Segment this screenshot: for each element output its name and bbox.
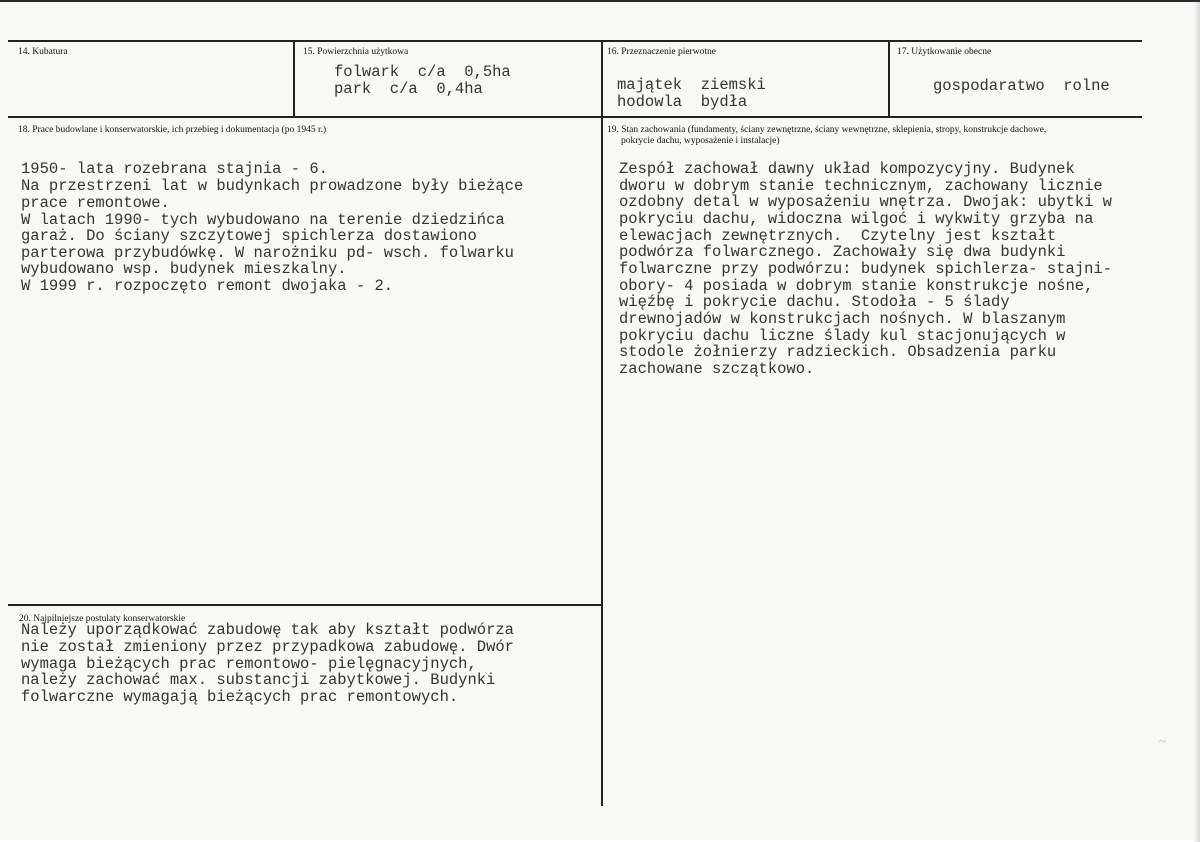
field-15-label: 15. Powierzchnia użytkowa	[303, 47, 409, 57]
field-14-label: 14. Kubatura	[18, 47, 68, 57]
row-divider-middle	[8, 116, 1142, 118]
field-16-label: 16. Przeznaczenie pierwotne	[607, 47, 716, 57]
field-20-line: nie został zmieniony przez przypadkowa zabudowę. Dwór	[21, 638, 514, 656]
field-20-line: wymaga bieżących prac remontowo- pielęgnacyjnych,	[21, 655, 477, 673]
field-17-label: 17. Użytkowanie obecne	[897, 47, 992, 57]
paper-edge	[1194, 2, 1200, 842]
field-19-line: pokryciu dachu liczne ślady kul stacjonujących w	[619, 327, 1066, 345]
field-18-line: parterowa przybudówkę. W narożniku pd- wsch. folwarku	[21, 244, 514, 262]
field-20-label: 20. Najpilniejsze postulaty konserwatorskie	[19, 614, 186, 624]
field-16-value-line-1: majątek ziemski	[617, 76, 766, 94]
field-19-line: elewacjach zewnętrznych. Czytelny jest kształt	[619, 227, 1057, 245]
row-divider-bottom-left	[8, 604, 602, 606]
field-20-line: Należy uporządkować zabudowę tak aby kształt podwórza	[21, 621, 514, 639]
field-19-line: podwórza folwarcznego. Zachowały się dwa budynki	[619, 243, 1066, 261]
field-19-line: drewnojadów w konstrukcjach nośnych. W blaszanym	[619, 310, 1066, 328]
field-20-line: folwarczne wymagają bieżących prac remontowych.	[21, 688, 459, 706]
field-18-line: W latach 1990- tych wybudowano na terenie dziedzińca	[21, 211, 505, 229]
col-divider-3	[888, 40, 890, 118]
field-18-line: prace remontowe.	[21, 194, 170, 212]
field-19-line: ozdobny detal w wyposażeniu wnętrza. Dwojak: ubytki w	[619, 193, 1112, 211]
field-15-value-line-2: park c/a 0,4ha	[334, 80, 483, 98]
field-19-line: stodole żołnierzy radzieckich. Obsadzenia parku	[619, 343, 1057, 361]
col-divider-1	[293, 40, 295, 118]
field-18-line: wybudowano wsp. budynek mieszkalny.	[21, 260, 347, 278]
field-19-line: obory- 4 posiada w dobrym stanie konstrukcje nośne,	[619, 277, 1094, 295]
field-18-line: Na przestrzeni lat w budynkach prowadzone były bieżące	[21, 177, 524, 195]
row-divider-top	[8, 40, 1142, 42]
field-19-line: pokryciu dachu, widoczna wilgoć i wykwity grzyba na	[619, 210, 1094, 228]
field-19-label-line-1: 19. Stan zachowania (fundamenty, ściany zewnętrzne, ściany wewnętrzne, sklepienia, stropy, konstrukcje dachowe,	[607, 125, 1047, 135]
field-20-line: należy zachować max. substancji zabytkowej. Budynki	[21, 671, 496, 689]
pencil-mark: ˜	[1157, 738, 1168, 763]
field-17-value-line-1: gospodaratwo rolne	[933, 77, 1110, 95]
col-divider-2	[601, 40, 603, 806]
field-19-line: dworu w dobrym stanie technicznym, zachowany licznie	[619, 177, 1103, 195]
field-19-line: zachowane szczątkowo.	[619, 360, 815, 378]
field-18-label: 18. Prace budowlane i konserwatorskie, ich przebieg i dokumentacja (po 1945 r.)	[18, 125, 327, 135]
field-19-line: folwarczne przy podwórzu: budynek spichlerza- stajni-	[619, 260, 1112, 278]
field-19-label-line-2: pokrycie dachu, wyposażenie i instalacje)	[621, 136, 780, 146]
field-16-value-line-2: hodowla bydła	[617, 93, 748, 111]
field-15-value-line-1: folwark c/a 0,5ha	[334, 63, 511, 81]
field-18-line: 1950- lata rozebrana stajnia - 6.	[21, 160, 328, 178]
field-19-line: więźbę i pokrycie dachu. Stodoła - 5 ślady	[619, 293, 1010, 311]
field-18-line: W 1999 r. rozpoczęto remont dwojaka - 2.	[21, 277, 394, 295]
field-19-line: Zespół zachował dawny układ kompozycyjny. Budynek	[619, 160, 1075, 178]
field-18-line: garaż. Do ściany szczytowej spichlerza dostawiono	[21, 227, 477, 245]
